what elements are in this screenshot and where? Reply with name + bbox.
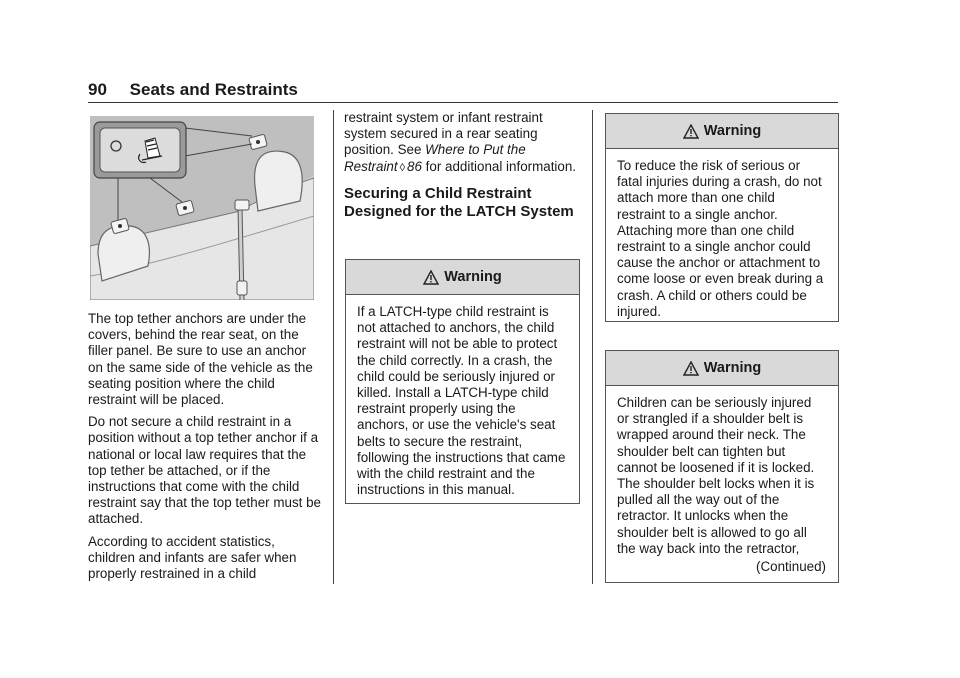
warning-box <box>605 350 839 583</box>
warning-triangle-icon <box>683 124 699 139</box>
column-divider-1 <box>333 110 334 584</box>
page-header <box>88 80 298 100</box>
paragraph: According to accident statistics, children and infants are safer when properly restrained in a child <box>88 533 297 582</box>
warning-text: Children can be seriously injured or strangled if a shoulder belt is wrapped around their neck. The shoulder belt can tighten but cannot be loosened if it is locked. The shoulder belt locks when it is pulled all the way out of the retractor. It unlocks when the shoulder belt is allowed to go all the way back into the retractor, <box>617 395 815 556</box>
paragraph <box>344 110 579 176</box>
page-reference-arrow-icon: ◊ <box>399 161 406 174</box>
warning-text: If a LATCH-type child restraint is not attached to anchors, the child restraint will not be able to protect the child correctly. In a crash, the child could be seriously injured or killed. Install a LATCH-type child restraint properly using the anchors, or use the vehicle's seat belts to secure the restraint, following the instructions that came with the child restraint and the instructions in this manual. <box>357 304 566 498</box>
paragraph-text: restraint system or infant restraint system secured in a rear seating position. See <box>344 110 543 158</box>
paragraph: The top tether anchors are under the covers, behind the rear seat, on the filler panel. Be sure to use an anchor on the same side of the vehicle as the seating position where the child restraint will be placed. <box>88 311 313 408</box>
paragraph-text: for additional information. <box>421 158 577 174</box>
section-heading: Securing a Child Restraint Designed for the LATCH System <box>344 184 574 220</box>
column-divider-2 <box>592 110 593 584</box>
warning-box <box>605 113 839 322</box>
column-1 <box>88 311 324 588</box>
warning-title: Warning <box>703 359 762 376</box>
warning-body <box>606 386 838 585</box>
page-number: 90 <box>88 80 107 99</box>
column-2 <box>344 110 579 233</box>
paragraph: Do not secure a child restraint in a position without a top tether anchor if a national or local law requires that the top tether be attached, or if the instructions that come with the child restraint say that the top tether must be attached. <box>88 414 321 527</box>
warning-text: To reduce the risk of serious or fatal injuries during a crash, do not attach more than one child restraint to a single anchor. Attaching more than one child restraint to a single anchor could cause the anchor or attachment to come loose or even break during a crash. A child or others could be injured. <box>617 158 824 319</box>
section-title: Seats and Restraints <box>129 80 298 99</box>
warning-title: Warning <box>444 268 502 285</box>
warning-header <box>346 260 579 295</box>
warning-triangle-icon <box>423 270 439 285</box>
header-divider <box>88 102 838 103</box>
warning-header <box>606 351 838 386</box>
warning-box <box>345 259 580 504</box>
warning-title: Warning <box>703 122 762 139</box>
warning-header <box>606 114 838 149</box>
cross-reference-link[interactable]: Where to Put the Restraint <box>344 142 526 174</box>
tether-anchor-illustration <box>90 116 314 300</box>
warning-triangle-icon <box>683 361 699 376</box>
continued-label: (Continued) <box>756 559 826 575</box>
cross-reference-page[interactable]: 86 <box>407 158 422 174</box>
